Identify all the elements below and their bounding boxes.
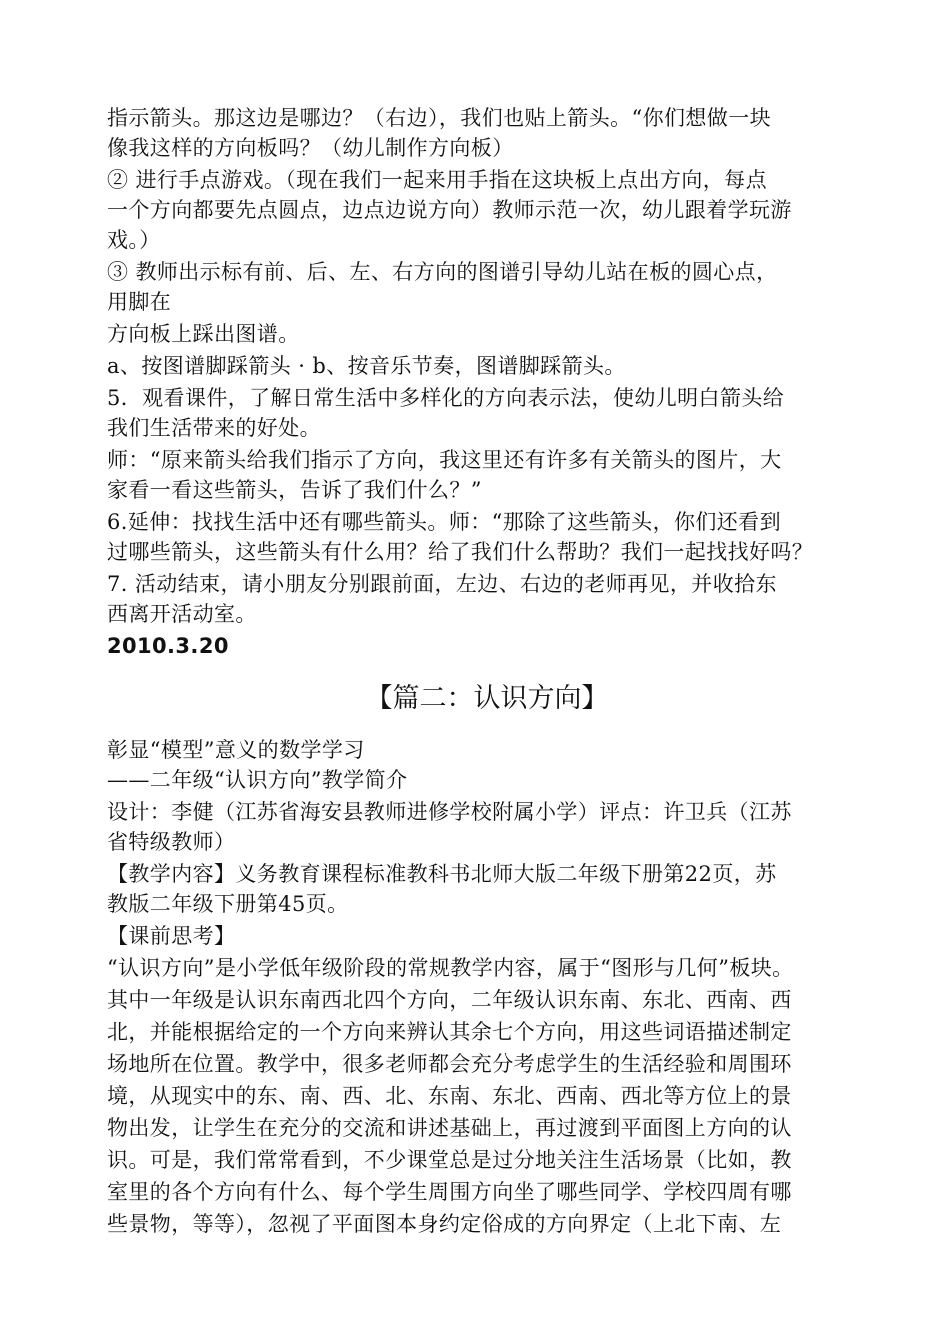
- text-line: 方向板上踩出图谱。: [107, 322, 300, 346]
- text-line: ② 进行手点游戏。（现在我们一起来用手指在这块板上点出方向，每点: [107, 168, 767, 192]
- article-subtitle: ——二年级“认识方向”教学简介: [107, 768, 408, 792]
- text-line: 境，从现实中的东、南、西、北、东南、东北、西南、西北等方位上的景: [107, 1084, 792, 1108]
- document-date: 2010.3.20: [107, 634, 229, 658]
- text-line: 物出发，让学生在充分的交流和讲述基础上，再过渡到平面图上方向的认: [107, 1116, 792, 1140]
- text-line: ③ 教师出示标有前、后、左、右方向的图谱引导幼儿站在板的圆心点，: [107, 260, 778, 284]
- article-title: 彰显“模型”意义的数学学习: [107, 738, 365, 762]
- text-line: 师：“原来箭头给我们指示了方向，我这里还有许多有关箭头的图片，大: [107, 448, 782, 472]
- text-line: 【课前思考】: [107, 924, 236, 948]
- text-line: 【教学内容】义务教育课程标准教科书北师大版二年级下册第22页，苏: [107, 862, 777, 886]
- text-line: 我们生活带来的好处。: [107, 416, 321, 440]
- text-line: 省特级教师）: [107, 830, 236, 854]
- section-one: [107, 103, 867, 661]
- text-line: a、按图谱脚踩箭头 · b、按音乐节奏，图谱脚踩箭头。: [107, 354, 626, 378]
- section-two: [107, 735, 867, 1239]
- text-line: 戏。）: [107, 228, 161, 252]
- text-line: 室里的各个方向有什么、每个学生周围方向坐了哪些同学、学校四周有哪: [107, 1180, 792, 1204]
- text-line: 教版二年级下册第45页。: [107, 892, 349, 916]
- text-line: 过哪些箭头，这些箭头有什么用？给了我们什么帮助？我们一起找找好吗？: [107, 540, 814, 564]
- text-line: 些景物，等等），忽视了平面图本身约定俗成的方向界定（上北下南、左: [107, 1212, 782, 1236]
- text-line: 场地所在位置。教学中，很多老师都会充分考虑学生的生活经验和周围环: [107, 1052, 792, 1076]
- text-line: 西离开活动室。: [107, 602, 257, 626]
- text-line: 指示箭头。那这边是哪边？（右边），我们也贴上箭头。“你们想做一块: [107, 106, 772, 130]
- text-line: “认识方向”是小学低年级阶段的常规教学内容，属于“图形与几何”板块。: [107, 956, 794, 980]
- text-line: 北，并能根据给定的一个方向来辨认其余七个方向，用这些词语描述制定: [107, 1020, 792, 1044]
- text-line: 识。可是，我们常常看到，不少课堂总是过分地关注生活场景（比如，教: [107, 1148, 792, 1172]
- text-line: 6.延伸：找找生活中还有哪些箭头。师：“那除了这些箭头，你们还看到: [107, 510, 781, 534]
- section-heading: 【篇二：认识方向】: [365, 683, 609, 714]
- document-page: [107, 103, 867, 1239]
- text-line: 一个方向都要先点圆点，边点边说方向）教师示范一次，幼儿跟着学玩游: [107, 198, 792, 222]
- text-line: 像我这样的方向板吗？（幼儿制作方向板）: [107, 136, 514, 160]
- text-line: 设计：李健（江苏省海安县教师进修学校附属小学）评点：许卫兵（江苏: [107, 800, 792, 824]
- text-line: 用脚在: [107, 290, 172, 314]
- text-line: 家看一看这些箭头，告诉了我们什么？”: [107, 478, 482, 502]
- text-line: 其中一年级是认识东南西北四个方向，二年级认识东南、东北、西南、西: [107, 988, 792, 1012]
- text-line: 5．观看课件，了解日常生活中多样化的方向表示法，使幼儿明白箭头给: [107, 386, 785, 410]
- text-line: 7. 活动结束，请小朋友分别跟前面，左边、右边的老师再见，并收拾东: [107, 572, 777, 596]
